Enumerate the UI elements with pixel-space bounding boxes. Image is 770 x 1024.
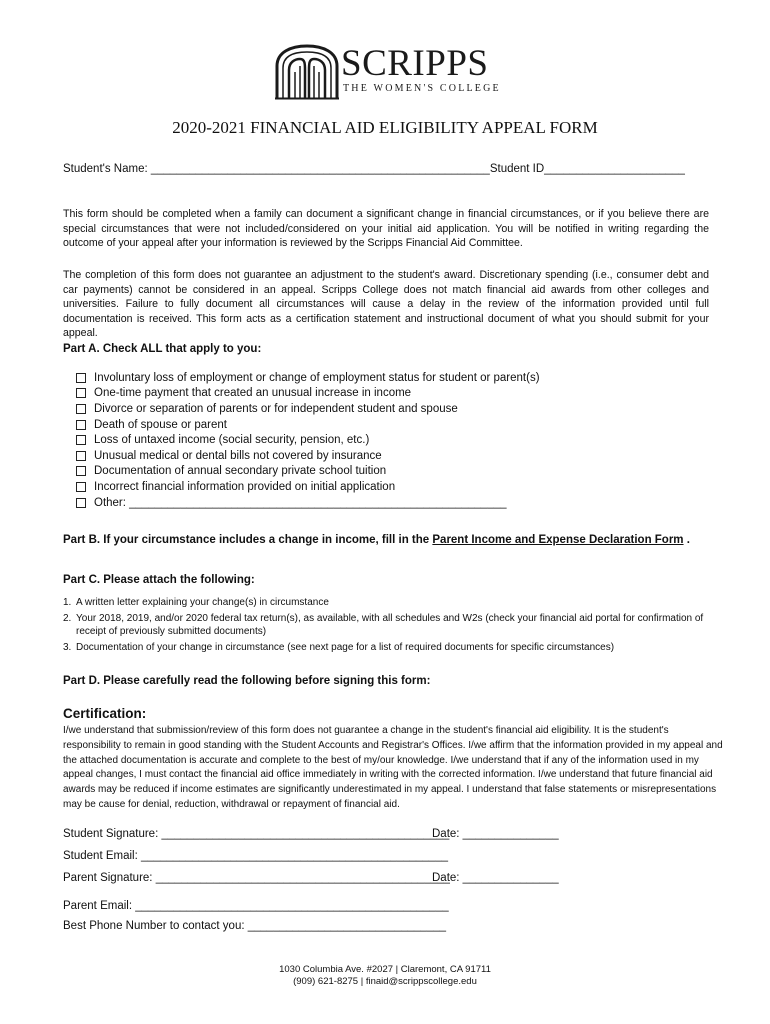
checklist-label: Unusual medical or dental bills not covered by insurance (94, 449, 382, 462)
checklist-item[interactable] (76, 448, 540, 464)
part-a-heading: Part A. Check ALL that apply to you: (63, 343, 262, 355)
checklist-item[interactable] (76, 370, 540, 386)
checklist-item[interactable] (76, 464, 540, 480)
student-date-field[interactable]: Date: _______________ (432, 828, 559, 840)
intro-paragraph-1: This form should be completed when a family can document a significant change in financial circumstances, or if you believe there are special circumstances that were not included/considered on your initial aid application. You will be notified in writing regarding the outcome of your appeal after your information is reviewed by the Scripps Financial Aid Committee. (63, 208, 709, 249)
list-item (63, 596, 713, 609)
list-item (63, 612, 713, 638)
part-b-heading (63, 534, 690, 546)
checklist-label: One-time payment that created an unusual increase in income (94, 387, 412, 400)
intro-paragraph-2: The completion of this form does not guarantee an adjustment to the student's award. Discretionary spending (i.e., consumer debt and car payments) cannot be considered in an appeal. Scripps College does not match financial aid awards from other colleges and universities. Failure to fully document all circumstances will cause a delay in the review of the information provided until full documentation is received. This form acts as a certification statement and instructional document of what you should submit for your appeal. (63, 269, 709, 339)
part-b-text: Part B. If your circumstance includes a change in income, fill in the (63, 534, 433, 546)
certification-text: I/we understand that submission/review of this form does not guarantee a change in the student's financial aid eligibility. It is the student's responsibility to remain in good standing with the Student Accounts and Registrar's Offices. I/we affirm that the information provided in my appeal and the attached documentation is accurate and complete to the best of my/our knowledge. I/we understand that if any of the information used in my appeal changes, I must contact the financial aid office immediately in writing with the corrected information. I/we understand that future financial aid awards may be reduced if income estimates are significantly underestimated in my appeal. I understand that false statements or misrepresentations may be cause for denial, reduction, withdrawal or repayment of financial aid. (63, 725, 723, 810)
list-text: Documentation of your change in circumstance (see next page for a list of required documents for specific circumstances) (76, 642, 615, 653)
checklist-label: Documentation of annual secondary private school tuition (94, 465, 387, 478)
parent-email-field[interactable]: Parent Email: _________________________________________________ (63, 900, 449, 912)
checklist-item[interactable] (76, 386, 540, 402)
logo-tagline: THE WOMEN'S COLLEGE (343, 83, 501, 94)
student-signature-field[interactable]: Student Signature: _____________________________________________ (63, 828, 450, 840)
checkbox[interactable] (76, 404, 86, 414)
checklist-item[interactable] (76, 401, 540, 417)
part-a-checklist (76, 370, 540, 510)
checklist-label: Incorrect financial information provided on initial application (94, 480, 396, 493)
part-b-suffix: . (683, 534, 690, 546)
list-item (63, 641, 713, 654)
checklist-label: Other: ___________________________________________________________ (94, 496, 507, 509)
checklist-item[interactable] (76, 479, 540, 495)
list-number: 3. (63, 642, 72, 653)
scripps-logo (275, 43, 501, 100)
checkbox[interactable] (76, 435, 86, 445)
checklist-item[interactable] (76, 417, 540, 433)
certification-heading: Certification: (63, 706, 147, 721)
checkbox[interactable] (76, 498, 86, 508)
checkbox[interactable] (76, 451, 86, 461)
list-text: Your 2018, 2019, and/or 2020 federal tax return(s), as available, with all schedules and W2s (check your financial aid portal for confirmation of receipt of previously submitted documents) (76, 613, 704, 637)
checklist-label: Divorce or separation of parents or for independent student and spouse (94, 402, 458, 415)
footer-address (0, 964, 770, 988)
checkbox[interactable] (76, 466, 86, 476)
college-arch-icon (275, 44, 339, 100)
part-c-heading: Part C. Please attach the following: (63, 574, 255, 586)
part-d-heading: Part D. Please carefully read the following before signing this form: (63, 675, 431, 687)
phone-number-field[interactable]: Best Phone Number to contact you: _______________________________ (63, 920, 447, 932)
list-number: 1. (63, 597, 72, 608)
checklist-item-other[interactable] (76, 495, 540, 511)
footer-contact-line: (909) 621-8275 | finaid@scrippscollege.edu (293, 976, 477, 987)
logo-wordmark: SCRIPPS (341, 43, 489, 84)
footer-address-line: 1030 Columbia Ave. #2027 | Claremont, CA 91711 (279, 964, 491, 975)
checkbox[interactable] (76, 373, 86, 383)
checkbox[interactable] (76, 420, 86, 430)
list-number: 2. (63, 613, 72, 624)
checklist-item[interactable] (76, 432, 540, 448)
checkbox[interactable] (76, 388, 86, 398)
checkbox[interactable] (76, 482, 86, 492)
student-name-id-line[interactable]: Student's Name: _____________________________________________________Student ID______________________ (63, 163, 685, 175)
list-text: A written letter explaining your change(s) in circumstance (76, 597, 329, 608)
student-email-field[interactable]: Student Email: ________________________________________________ (63, 850, 448, 862)
checklist-label: Involuntary loss of employment or change of employment status for student or parent(s) (94, 371, 540, 384)
form-title: 2020-2021 FINANCIAL AID ELIGIBILITY APPEAL FORM (172, 118, 598, 137)
checklist-label: Loss of untaxed income (social security, pension, etc.) (94, 434, 370, 447)
parent-signature-field[interactable]: Parent Signature: ______________________________________________ (63, 872, 450, 884)
parent-date-field[interactable]: Date: _______________ (432, 872, 559, 884)
checklist-label: Death of spouse or parent (94, 418, 227, 431)
part-c-list (63, 596, 713, 657)
parent-income-form-link[interactable]: Parent Income and Expense Declaration Form (432, 534, 684, 546)
